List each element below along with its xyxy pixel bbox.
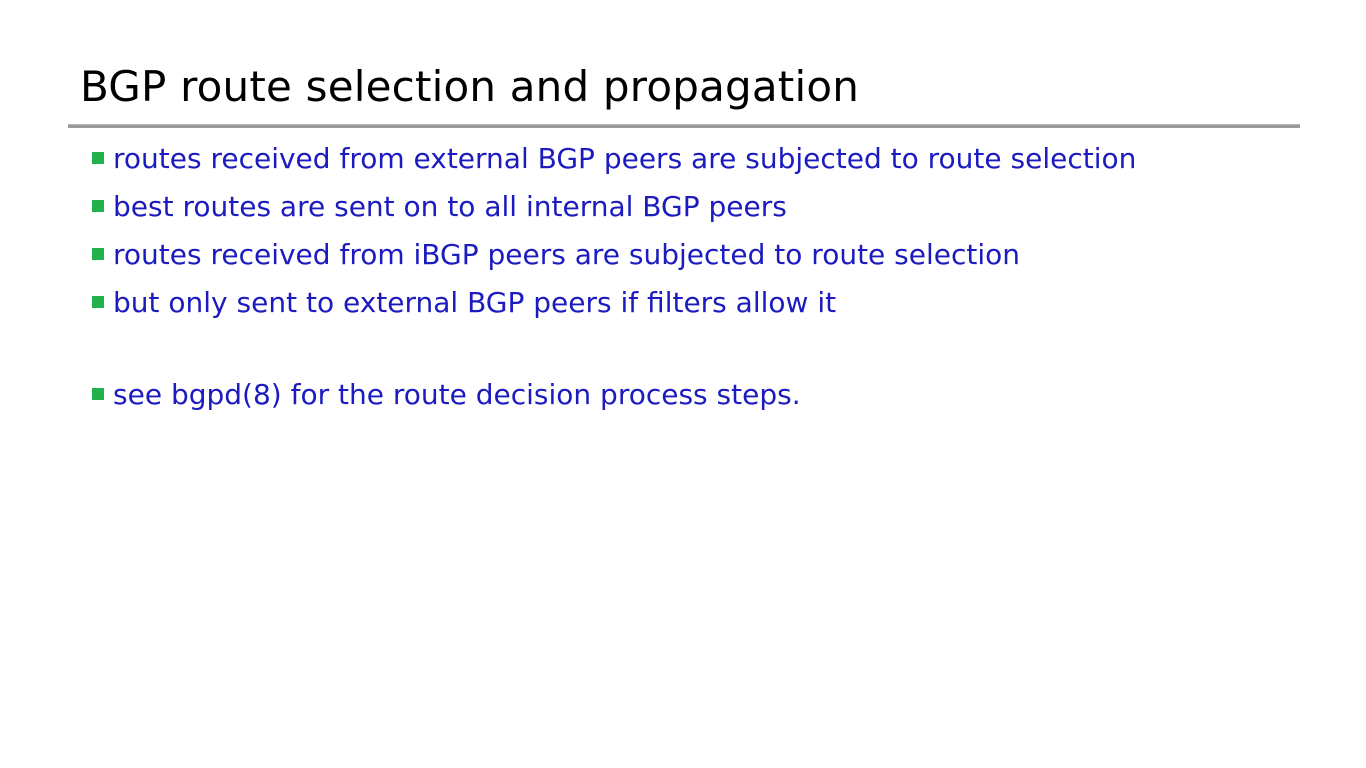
list-item-label: routes received from external BGP peers are subjected to route selection: [113, 142, 1137, 175]
bullet-list: [92, 138, 1322, 422]
square-bullet-icon: [92, 152, 104, 164]
title-divider: [68, 124, 1300, 128]
list-item-label: but only sent to external BGP peers if filters allow it: [113, 286, 837, 319]
square-bullet-icon: [92, 200, 104, 212]
list-item: [92, 138, 1322, 180]
list-item-label: see bgpd(8) for the route decision process steps.: [113, 378, 801, 411]
list-item-label: routes received from iBGP peers are subjected to route selection: [113, 238, 1021, 271]
list-item: [92, 282, 1322, 324]
square-bullet-icon: [92, 296, 104, 308]
list-item: [92, 186, 1322, 228]
list-item: [92, 234, 1322, 276]
square-bullet-icon: [92, 388, 104, 400]
square-bullet-icon: [92, 248, 104, 260]
page-title: BGP route selection and propagation: [80, 62, 860, 111]
list-item: [92, 374, 1322, 416]
list-item-label: best routes are sent on to all internal BGP peers: [113, 190, 787, 223]
